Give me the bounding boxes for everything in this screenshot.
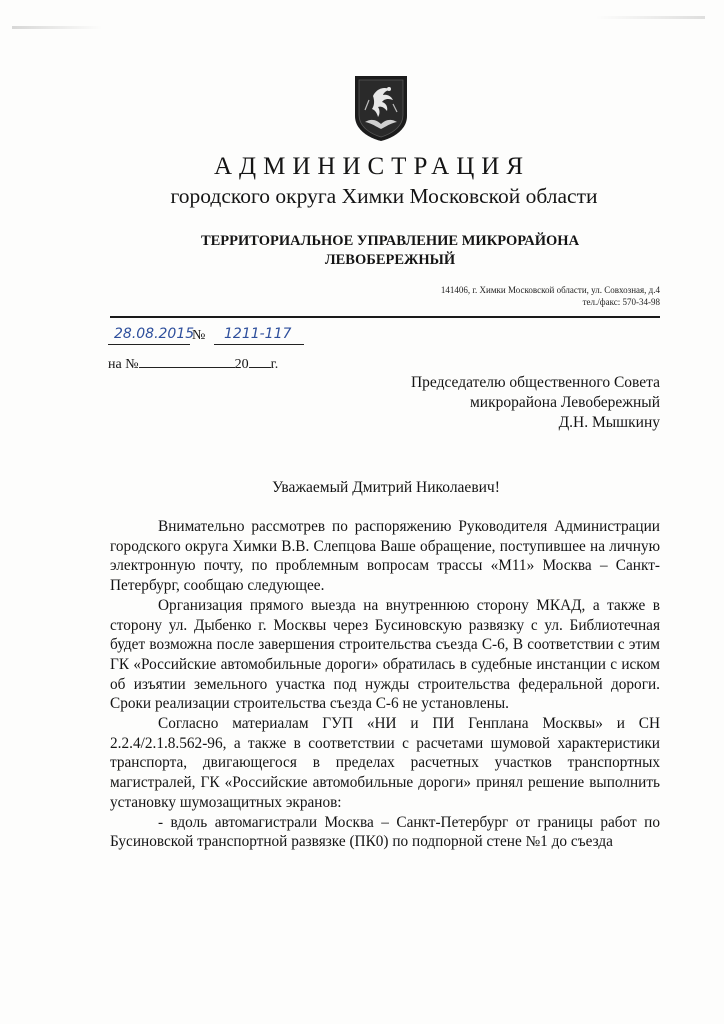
organization-subtitle: городского округа Химки Московской области [170,184,598,208]
recipient-line: микрорайона Левобережный [469,394,660,411]
address-block [441,284,660,308]
handwritten-number: 1211-117 [224,326,292,342]
department-name [150,232,630,270]
body-paragraph: Согласно материалам ГУП «НИ и ПИ Генплана Москвы» и СН 2.2.4/2.1.8.562-96, а также в соответствии с расчетами шумовой характеристики транспорта, двигающегося в пределах расчетных участков транспортных магистралей, ГК «Российские автомобильные дороги» принял решение выполнить установку шумозащитных экранов: [110,715,660,811]
department-line-2: ЛЕВОБЕРЕЖНЫЙ [324,252,456,268]
reply-year-prefix: 20 [234,357,249,372]
number-label: № [192,328,206,343]
coat-of-arms-icon [353,74,409,142]
body-paragraph: Внимательно рассмотрев по распоряжению Руководителя Администрации городского округа Химки В.В. Слепцова Ваше обращение, поступившее на личную электронную почту, по проблемным вопросам трассы «М11» Москва – Санкт-Петербург, сообщаю следующее. [110,518,660,595]
reply-to-label: на № [108,357,139,372]
outgoing-reference [108,326,308,348]
recipient-block [411,373,660,433]
recipient-name: Д.Н. Мышкину [558,414,660,431]
letter-body [110,517,660,852]
department-line-1: ТЕРРИТОРИАЛЬНОЕ УПРАВЛЕНИЕ МИКРОРАЙОНА [200,233,580,249]
salutation: Уважаемый Дмитрий Николаевич! [272,479,500,496]
body-paragraph: Организация прямого выезда на внутреннюю сторону МКАД, а также в сторону ул. Дыбенко г. Москвы через Бусиновскую развязку с ул. Библиотечная будет возможна после завершения строительства съезда С-6, В соответствии с этим ГК «Российские автомобильные дороги» обратилась в судебные инстанции с иском об изъятии земельного участка под нужды строительства федеральной дороги. Сроки реализации строительства съезда С-6 не установлены. [110,596,660,713]
reply-year-blank [249,355,271,368]
address-line: 141406, г. Химки Московской области, ул. Совхозная, д.4 [440,285,660,295]
organization-title: АДМИНИСТРАЦИЯ [214,153,530,180]
header-divider [110,316,660,318]
body-paragraph: - вдоль автомагистрали Москва – Санкт-Петербург от границы работ по Бусиновской транспортной развязке (ПК0) по подпорной стене №1 до съезда [110,813,660,851]
recipient-line: Председателю общественного Совета [410,374,660,391]
phone-fax-line: тел./факс: 570-34-98 [582,297,660,307]
scan-artifact [12,26,102,29]
handwritten-date: 28.08.2015 [114,326,195,342]
incoming-reference [108,355,278,373]
scan-artifact [595,16,705,19]
reply-year-suffix: г. [270,357,279,372]
reply-number-blank [139,355,235,368]
